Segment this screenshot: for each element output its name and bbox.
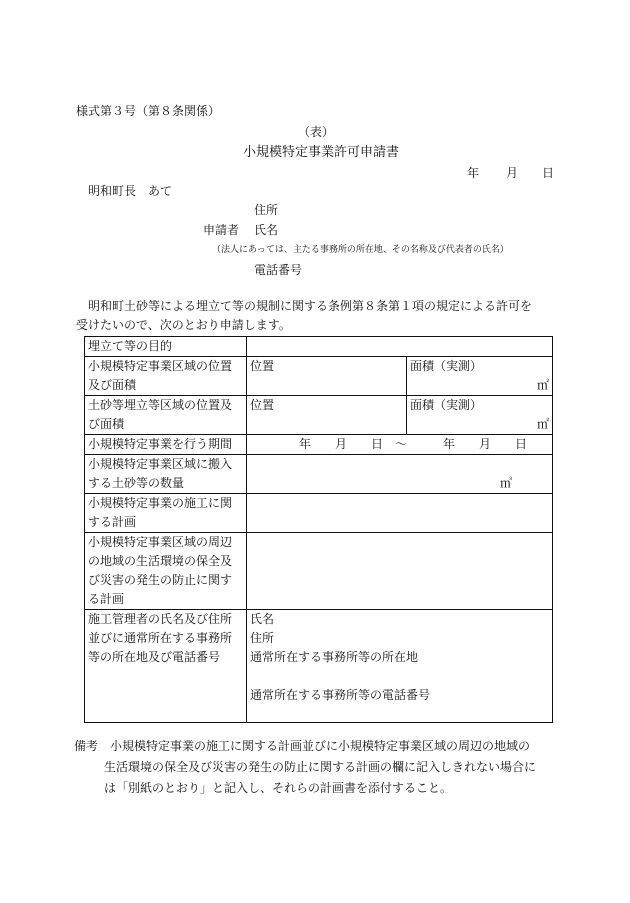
intro-line-1: 明和町土砂等による埋立て等の規制に関する条例第８条第１項の規定による許可を	[88, 299, 533, 313]
area1-size-label: 面積（実測）	[410, 359, 483, 373]
table-row	[85, 533, 553, 610]
side-label: （表）	[298, 125, 335, 139]
table-row	[85, 435, 553, 455]
table-row	[85, 357, 553, 396]
purpose-field[interactable]	[247, 337, 553, 357]
date-month: 月	[506, 166, 519, 180]
manager-name-label: 氏名	[250, 612, 275, 626]
soil-unit: ㎥	[499, 476, 512, 490]
area2-size-field[interactable]	[407, 396, 553, 435]
environment-plan-label: 小規模特定事業区域の周辺 の地域の生活環境の保全及 び災害の発生の防止に関す る計画	[85, 533, 247, 610]
remarks-line-3: は「別紙のとおり」と記入し、それらの計画書を添付すること。	[104, 781, 453, 795]
area1-position-field[interactable]	[247, 357, 407, 396]
form-number: 様式第３号（第８条関係）	[76, 104, 221, 118]
intro-line-2: 受けたいので、次のとおり申請します。	[76, 318, 291, 332]
remarks-line-1: 備考 小規模特定事業の施工に関する計画並びに小規模特定事業区域の周辺の地域の	[74, 739, 531, 753]
name-label: 氏名	[254, 223, 279, 237]
manager-address-label: 住所	[250, 631, 275, 645]
purpose-label: 埋立て等の目的	[85, 337, 247, 357]
document-title: 小規模特定事業許可申請書	[243, 145, 400, 160]
area2-size-label: 面積（実測）	[410, 398, 483, 412]
table-row	[85, 337, 553, 357]
remarks-line-2: 生活環境の保全及び災害の発生の防止に関する計画の欄に記入しきれない場合に	[104, 760, 537, 774]
area2-position-label: 位置	[250, 398, 275, 412]
date-day: 日	[542, 166, 555, 180]
remarks	[74, 736, 564, 799]
manager-phone-label: 通常所在する事務所等の電話番号	[250, 688, 431, 702]
area1-position-label: 位置	[250, 359, 275, 373]
application-table	[84, 336, 553, 723]
soil-quantity-label: 小規模特定事業区域に搬入 する土砂等の数量	[85, 455, 247, 494]
table-row	[85, 610, 553, 723]
area1-size-field[interactable]	[407, 357, 553, 396]
address-label: 住所	[254, 203, 279, 217]
manager-label: 施工管理者の氏名及び住所 並びに通常所在する事務所 等の所在地及び電話番号	[85, 610, 247, 723]
date-year: 年	[467, 166, 480, 180]
construction-plan-field[interactable]	[247, 494, 553, 533]
addressee: 明和町長 あて	[88, 184, 173, 198]
period-label: 小規模特定事業を行う期間	[85, 435, 247, 455]
area2-unit: ㎡	[536, 417, 549, 431]
area1-unit: ㎡	[536, 378, 549, 392]
table-row	[85, 396, 553, 435]
area2-label: 土砂等埋立等区域の位置及 び面積	[85, 396, 247, 435]
period-field[interactable]: 年 月 日 ～ 年 月 日	[247, 435, 553, 455]
applicant-label: 申請者	[203, 223, 240, 237]
manager-office-label: 通常所在する事務所等の所在地	[250, 650, 419, 664]
environment-plan-field[interactable]	[247, 533, 553, 610]
area1-label: 小規模特定事業区域の位置 及び面積	[85, 357, 247, 396]
table-row	[85, 455, 553, 494]
table-row	[85, 494, 553, 533]
manager-field[interactable]	[247, 610, 553, 723]
soil-quantity-field[interactable]	[247, 455, 553, 494]
corporation-note: （法人にあっては、主たる事務所の所在地、その名称及び代表者の氏名）	[212, 245, 509, 255]
construction-plan-label: 小規模特定事業の施工に関 する計画	[85, 494, 247, 533]
phone-label: 電話番号	[254, 263, 303, 277]
area2-position-field[interactable]	[247, 396, 407, 435]
